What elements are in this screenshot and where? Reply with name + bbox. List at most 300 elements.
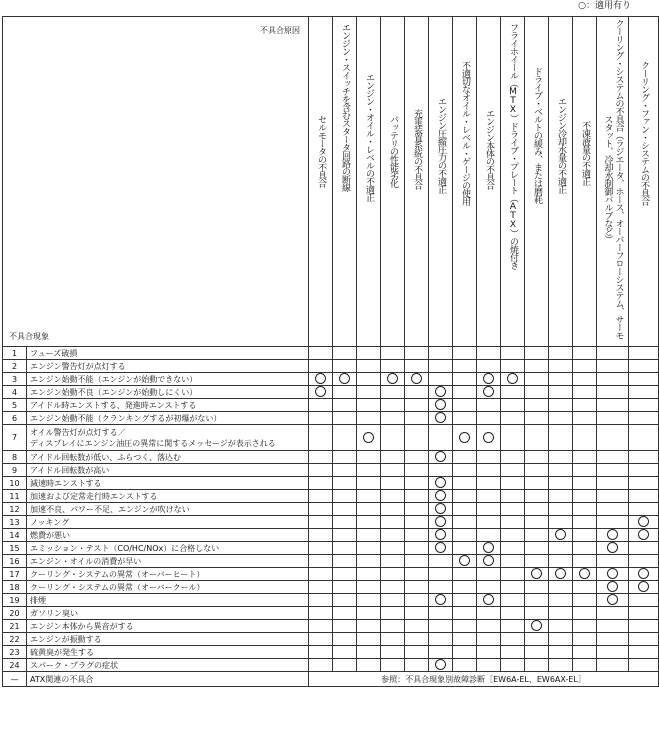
- mark-cell: [453, 659, 477, 672]
- mark-cell: [629, 620, 659, 633]
- mark-cell: [525, 542, 549, 555]
- mark-cell: [549, 529, 573, 542]
- mark-cell: [357, 412, 381, 425]
- row-number: 9: [3, 464, 27, 477]
- mark-cell: [597, 568, 629, 581]
- symptom-name: アイドル時エンストする、発進時エンストする: [27, 399, 309, 412]
- applicable-circle-icon: [638, 581, 649, 592]
- mark-cell: [573, 581, 597, 594]
- mark-cell: [597, 659, 629, 672]
- mark-cell: [333, 633, 357, 646]
- mark-cell: [333, 360, 357, 373]
- mark-cell: [405, 386, 429, 399]
- cause-header: [405, 17, 429, 347]
- mark-cell: [525, 646, 549, 659]
- mark-cell: [525, 659, 549, 672]
- mark-cell: [525, 360, 549, 373]
- mark-cell: [525, 594, 549, 607]
- mark-cell: [381, 607, 405, 620]
- mark-cell: [549, 568, 573, 581]
- mark-cell: [629, 386, 659, 399]
- mark-cell: [549, 347, 573, 360]
- mark-cell: [477, 360, 501, 373]
- mark-cell: [309, 568, 333, 581]
- mark-cell: [573, 529, 597, 542]
- mark-cell: [405, 477, 429, 490]
- applicable-circle-icon: [435, 659, 446, 670]
- mark-cell: [453, 386, 477, 399]
- header-row: [3, 17, 659, 347]
- mark-cell: [381, 594, 405, 607]
- mark-cell: [597, 620, 629, 633]
- mark-cell: [405, 347, 429, 360]
- cause-header-label: エンジン圧縮圧力の不適正: [436, 97, 446, 193]
- row-number: 22: [3, 633, 27, 646]
- cause-header-label: エンジン・オイル・レベルの不適正: [364, 73, 374, 201]
- row-number: 3: [3, 373, 27, 386]
- mark-cell: [309, 347, 333, 360]
- mark-cell: [429, 555, 453, 568]
- mark-cell: [453, 360, 477, 373]
- mark-cell: [477, 399, 501, 412]
- mark-cell: [477, 659, 501, 672]
- mark-cell: [453, 594, 477, 607]
- mark-cell: [573, 451, 597, 464]
- mark-cell: [549, 477, 573, 490]
- symptom-name: クーリング・システムの異常（オーバーヒート）: [27, 568, 309, 581]
- symptom-name: アイドル回転数が低い、ふらつく、落込む: [27, 451, 309, 464]
- applicable-circle-icon: [459, 432, 470, 443]
- mark-cell: [309, 529, 333, 542]
- mark-cell: [381, 399, 405, 412]
- applicable-circle-icon: [607, 529, 618, 540]
- applicable-circle-icon: [411, 373, 422, 384]
- mark-cell: [309, 360, 333, 373]
- row-number: 21: [3, 620, 27, 633]
- mark-cell: [549, 490, 573, 503]
- table-row: [3, 412, 659, 425]
- mark-cell: [549, 594, 573, 607]
- mark-cell: [309, 373, 333, 386]
- mark-cell: [549, 516, 573, 529]
- table-row: [3, 347, 659, 360]
- mark-cell: [333, 347, 357, 360]
- mark-cell: [357, 477, 381, 490]
- mark-cell: [573, 568, 597, 581]
- mark-cell: [381, 490, 405, 503]
- mark-cell: [629, 568, 659, 581]
- mark-cell: [357, 386, 381, 399]
- row-number: 24: [3, 659, 27, 672]
- mark-cell: [429, 412, 453, 425]
- mark-cell: [429, 451, 453, 464]
- mark-cell: [381, 516, 405, 529]
- mark-cell: [597, 425, 629, 451]
- mark-cell: [501, 529, 525, 542]
- mark-cell: [477, 581, 501, 594]
- mark-cell: [597, 399, 629, 412]
- mark-cell: [629, 633, 659, 646]
- mark-cell: [549, 386, 573, 399]
- mark-cell: [429, 633, 453, 646]
- symptom-name: アイドル回転数が高い: [27, 464, 309, 477]
- mark-cell: [477, 516, 501, 529]
- mark-cell: [381, 425, 405, 451]
- row-number: 16: [3, 555, 27, 568]
- mark-cell: [381, 542, 405, 555]
- mark-cell: [629, 451, 659, 464]
- mark-cell: [405, 607, 429, 620]
- mark-cell: [501, 607, 525, 620]
- symptom-name: オイル警告灯が点灯する／ ディスプレイにエンジン油圧の異常に関するメッセージが表示される: [27, 425, 309, 451]
- mark-cell: [309, 620, 333, 633]
- cause-header: [597, 17, 629, 347]
- cause-header-label: 不凍液量の不適正: [580, 121, 590, 185]
- mark-cell: [405, 399, 429, 412]
- row-number: 12: [3, 503, 27, 516]
- mark-cell: [525, 490, 549, 503]
- mark-cell: [501, 399, 525, 412]
- mark-cell: [501, 464, 525, 477]
- mark-cell: [525, 568, 549, 581]
- mark-cell: [405, 620, 429, 633]
- mark-cell: [333, 594, 357, 607]
- mark-cell: [309, 412, 333, 425]
- mark-cell: [453, 451, 477, 464]
- table-row: [3, 464, 659, 477]
- table-row: [3, 620, 659, 633]
- mark-cell: [597, 516, 629, 529]
- applicable-circle-icon: [638, 516, 649, 527]
- mark-cell: [573, 633, 597, 646]
- symptom-name: 加速および定常走行時エンストする: [27, 490, 309, 503]
- mark-cell: [381, 373, 405, 386]
- row-number: 19: [3, 594, 27, 607]
- mark-cell: [549, 542, 573, 555]
- mark-cell: [333, 464, 357, 477]
- mark-cell: [477, 425, 501, 451]
- symptom-name: 燃費が悪い: [27, 529, 309, 542]
- mark-cell: [549, 399, 573, 412]
- mark-cell: [549, 555, 573, 568]
- mark-cell: [357, 451, 381, 464]
- table-row: [3, 516, 659, 529]
- mark-cell: [309, 581, 333, 594]
- mark-cell: [405, 503, 429, 516]
- mark-cell: [501, 581, 525, 594]
- table-row: [3, 568, 659, 581]
- mark-cell: [629, 581, 659, 594]
- mark-cell: [309, 555, 333, 568]
- mark-cell: [525, 633, 549, 646]
- mark-cell: [501, 516, 525, 529]
- mark-cell: [453, 347, 477, 360]
- row-number: 8: [3, 451, 27, 464]
- mark-cell: [525, 477, 549, 490]
- mark-cell: [453, 581, 477, 594]
- mark-cell: [357, 542, 381, 555]
- mark-cell: [597, 607, 629, 620]
- mark-cell: [525, 464, 549, 477]
- mark-cell: [501, 425, 525, 451]
- mark-cell: [381, 464, 405, 477]
- mark-cell: [477, 607, 501, 620]
- mark-cell: [501, 412, 525, 425]
- mark-cell: [629, 425, 659, 451]
- mark-cell: [381, 555, 405, 568]
- applicable-circle-icon: [435, 477, 446, 488]
- applicable-circle-icon: [435, 412, 446, 423]
- cause-header-label: バッテリの性能劣化: [388, 115, 398, 187]
- applicable-circle-icon: [607, 542, 618, 553]
- mark-cell: [501, 659, 525, 672]
- mark-cell: [405, 490, 429, 503]
- mark-cell: [501, 360, 525, 373]
- mark-cell: [405, 451, 429, 464]
- mark-cell: [429, 646, 453, 659]
- mark-cell: [573, 516, 597, 529]
- applicable-circle-icon: [483, 432, 494, 443]
- mark-cell: [309, 542, 333, 555]
- mark-cell: [333, 451, 357, 464]
- mark-cell: [549, 373, 573, 386]
- mark-cell: [501, 373, 525, 386]
- mark-cell: [525, 529, 549, 542]
- mark-cell: [501, 633, 525, 646]
- cause-header-label: セルモータの不具合: [316, 115, 326, 187]
- mark-cell: [453, 477, 477, 490]
- mark-cell: [573, 620, 597, 633]
- mark-cell: [453, 620, 477, 633]
- applicable-circle-icon: [315, 386, 326, 397]
- mark-cell: [501, 568, 525, 581]
- applicable-circle-icon: [483, 542, 494, 553]
- mark-cell: [477, 412, 501, 425]
- mark-cell: [549, 425, 573, 451]
- symptom-label: 不具合現象: [9, 332, 49, 341]
- mark-cell: [453, 412, 477, 425]
- mark-cell: [597, 360, 629, 373]
- cause-header: [381, 17, 405, 347]
- mark-cell: [381, 568, 405, 581]
- cause-header-label: エンジン・スイッチを含むスタータ回路の断線: [340, 23, 350, 191]
- row-number: —: [3, 672, 27, 687]
- row-number: 1: [3, 347, 27, 360]
- table-row: [3, 360, 659, 373]
- cause-header: [429, 17, 453, 347]
- mark-cell: [381, 451, 405, 464]
- row-number: 2: [3, 360, 27, 373]
- mark-cell: [357, 425, 381, 451]
- mark-cell: [429, 503, 453, 516]
- mark-cell: [549, 581, 573, 594]
- mark-cell: [381, 620, 405, 633]
- mark-cell: [477, 555, 501, 568]
- row-number: 23: [3, 646, 27, 659]
- applicable-circle-icon: [483, 373, 494, 384]
- mark-cell: [501, 347, 525, 360]
- mark-cell: [597, 646, 629, 659]
- mark-cell: [629, 360, 659, 373]
- mark-cell: [597, 594, 629, 607]
- mark-cell: [501, 555, 525, 568]
- cause-header: [501, 17, 525, 347]
- row-number: 10: [3, 477, 27, 490]
- mark-cell: [477, 633, 501, 646]
- mark-cell: [381, 646, 405, 659]
- mark-cell: [333, 620, 357, 633]
- cause-header-label: クーリング・ファン・システムの不具合: [639, 61, 649, 205]
- mark-cell: [357, 594, 381, 607]
- mark-cell: [357, 659, 381, 672]
- symptom-name: 排煙: [27, 594, 309, 607]
- applicable-circle-icon: [483, 594, 494, 605]
- mark-cell: [597, 477, 629, 490]
- applicable-circle-icon: [607, 568, 618, 579]
- applicable-circle-icon: [483, 555, 494, 566]
- mark-cell: [525, 425, 549, 451]
- mark-cell: [477, 620, 501, 633]
- mark-cell: [573, 464, 597, 477]
- mark-cell: [357, 490, 381, 503]
- mark-cell: [629, 503, 659, 516]
- mark-cell: [629, 646, 659, 659]
- mark-cell: [477, 451, 501, 464]
- cause-header: [525, 17, 549, 347]
- mark-cell: [549, 451, 573, 464]
- mark-cell: [477, 464, 501, 477]
- mark-cell: [429, 373, 453, 386]
- mark-cell: [501, 594, 525, 607]
- applicable-circle-icon: [435, 490, 446, 501]
- mark-cell: [629, 607, 659, 620]
- mark-cell: [477, 568, 501, 581]
- table-row: [3, 633, 659, 646]
- mark-cell: [429, 594, 453, 607]
- mark-cell: [525, 555, 549, 568]
- mark-cell: [477, 373, 501, 386]
- mark-cell: [333, 386, 357, 399]
- mark-cell: [405, 633, 429, 646]
- mark-cell: [429, 581, 453, 594]
- mark-cell: [333, 529, 357, 542]
- mark-cell: [525, 607, 549, 620]
- mark-cell: [429, 607, 453, 620]
- mark-cell: [597, 490, 629, 503]
- mark-cell: [629, 659, 659, 672]
- applicable-circle-icon: [579, 568, 590, 579]
- mark-cell: [477, 529, 501, 542]
- mark-cell: [333, 373, 357, 386]
- applicable-circle-icon: [435, 542, 446, 553]
- mark-cell: [405, 568, 429, 581]
- table-row: [3, 425, 659, 451]
- symptom-name: 減速時エンストする: [27, 477, 309, 490]
- mark-cell: [309, 607, 333, 620]
- mark-cell: [309, 490, 333, 503]
- applicable-circle-icon: [507, 373, 518, 384]
- mark-cell: [629, 594, 659, 607]
- mark-cell: [477, 542, 501, 555]
- row-number: 15: [3, 542, 27, 555]
- mark-cell: [549, 607, 573, 620]
- symptom-name: 加速不良、パワー不足、エンジンが吹けない: [27, 503, 309, 516]
- mark-cell: [453, 529, 477, 542]
- mark-cell: [333, 425, 357, 451]
- mark-cell: [429, 659, 453, 672]
- mark-cell: [429, 464, 453, 477]
- table-row: [3, 529, 659, 542]
- mark-cell: [629, 529, 659, 542]
- cause-header: [629, 17, 659, 347]
- mark-cell: [597, 529, 629, 542]
- mark-cell: [357, 399, 381, 412]
- mark-cell: [357, 464, 381, 477]
- mark-cell: [501, 503, 525, 516]
- mark-cell: [333, 646, 357, 659]
- mark-cell: [501, 451, 525, 464]
- mark-cell: [629, 373, 659, 386]
- symptom-name: ガソリン臭い: [27, 607, 309, 620]
- mark-cell: [549, 503, 573, 516]
- table-row: [3, 646, 659, 659]
- symptom-name: ノッキング: [27, 516, 309, 529]
- cause-header: [453, 17, 477, 347]
- row-number: 14: [3, 529, 27, 542]
- symptom-name: エンジン・オイルの消費が早い: [27, 555, 309, 568]
- table-row: [3, 581, 659, 594]
- applicable-circle-icon: [607, 594, 618, 605]
- applicable-circle-icon: [555, 568, 566, 579]
- mark-cell: [405, 555, 429, 568]
- mark-cell: [333, 542, 357, 555]
- mark-cell: [549, 360, 573, 373]
- mark-cell: [429, 360, 453, 373]
- row-number: 4: [3, 386, 27, 399]
- symptom-name: ATX関連の不具合: [27, 672, 309, 687]
- mark-cell: [597, 451, 629, 464]
- applicable-circle-icon: [607, 581, 618, 592]
- mark-cell: [357, 347, 381, 360]
- mark-cell: [525, 373, 549, 386]
- mark-cell: [309, 425, 333, 451]
- table-row: [3, 594, 659, 607]
- applicable-circle-icon: [435, 594, 446, 605]
- mark-cell: [629, 347, 659, 360]
- mark-cell: [309, 594, 333, 607]
- mark-cell: [525, 503, 549, 516]
- mark-cell: [629, 477, 659, 490]
- mark-cell: [381, 360, 405, 373]
- row-number: 11: [3, 490, 27, 503]
- applicable-circle-icon: [339, 373, 350, 384]
- mark-cell: [357, 581, 381, 594]
- mark-cell: [453, 555, 477, 568]
- mark-cell: [381, 581, 405, 594]
- mark-cell: [405, 373, 429, 386]
- mark-cell: [357, 516, 381, 529]
- cause-header-label: エンジン冷却水量の不適正: [556, 97, 566, 193]
- mark-cell: [405, 646, 429, 659]
- mark-cell: [573, 412, 597, 425]
- mark-cell: [573, 646, 597, 659]
- mark-cell: [357, 503, 381, 516]
- mark-cell: [333, 516, 357, 529]
- reference-note: 参照：不具合現象別故障診断［EW6A-EL、EW6AX-EL］: [309, 672, 659, 687]
- mark-cell: [333, 477, 357, 490]
- mark-cell: [573, 659, 597, 672]
- mark-cell: [573, 594, 597, 607]
